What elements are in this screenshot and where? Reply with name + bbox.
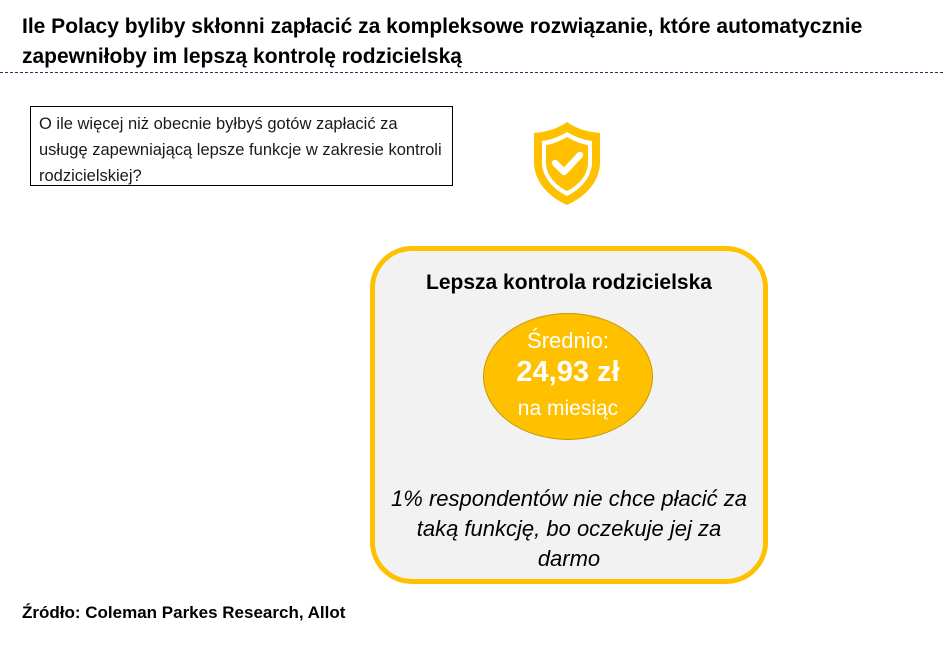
card-title: Lepsza kontrola rodzicielska xyxy=(426,271,712,294)
parental-control-card xyxy=(370,246,768,584)
average-unit: na miesiąc xyxy=(517,397,619,420)
page-title: Ile Polacy byliby skłonni zapłacić za kompleksowe rozwiązanie, które automatycznie zapewniłoby im lepszą kontrolę rodzicielską xyxy=(22,15,863,68)
average-label: Średnio: xyxy=(527,328,609,353)
question-box: O ile więcej niż obecnie byłbyś gotów zapłacić za usługę zapewniającą lepsze funkcje w zakresie kontroli rodzicielskiej? xyxy=(30,106,453,186)
shield-check-icon xyxy=(529,118,605,208)
average-value: 24,93 zł xyxy=(516,356,620,388)
average-price-circle xyxy=(483,313,653,440)
card-note: 1% respondentów nie chce płacić za taką funkcję, bo oczekuje jej za darmo xyxy=(391,486,747,571)
source-footnote: Źródło: Coleman Parkes Research, Allot xyxy=(22,603,346,622)
title-divider xyxy=(0,72,943,73)
